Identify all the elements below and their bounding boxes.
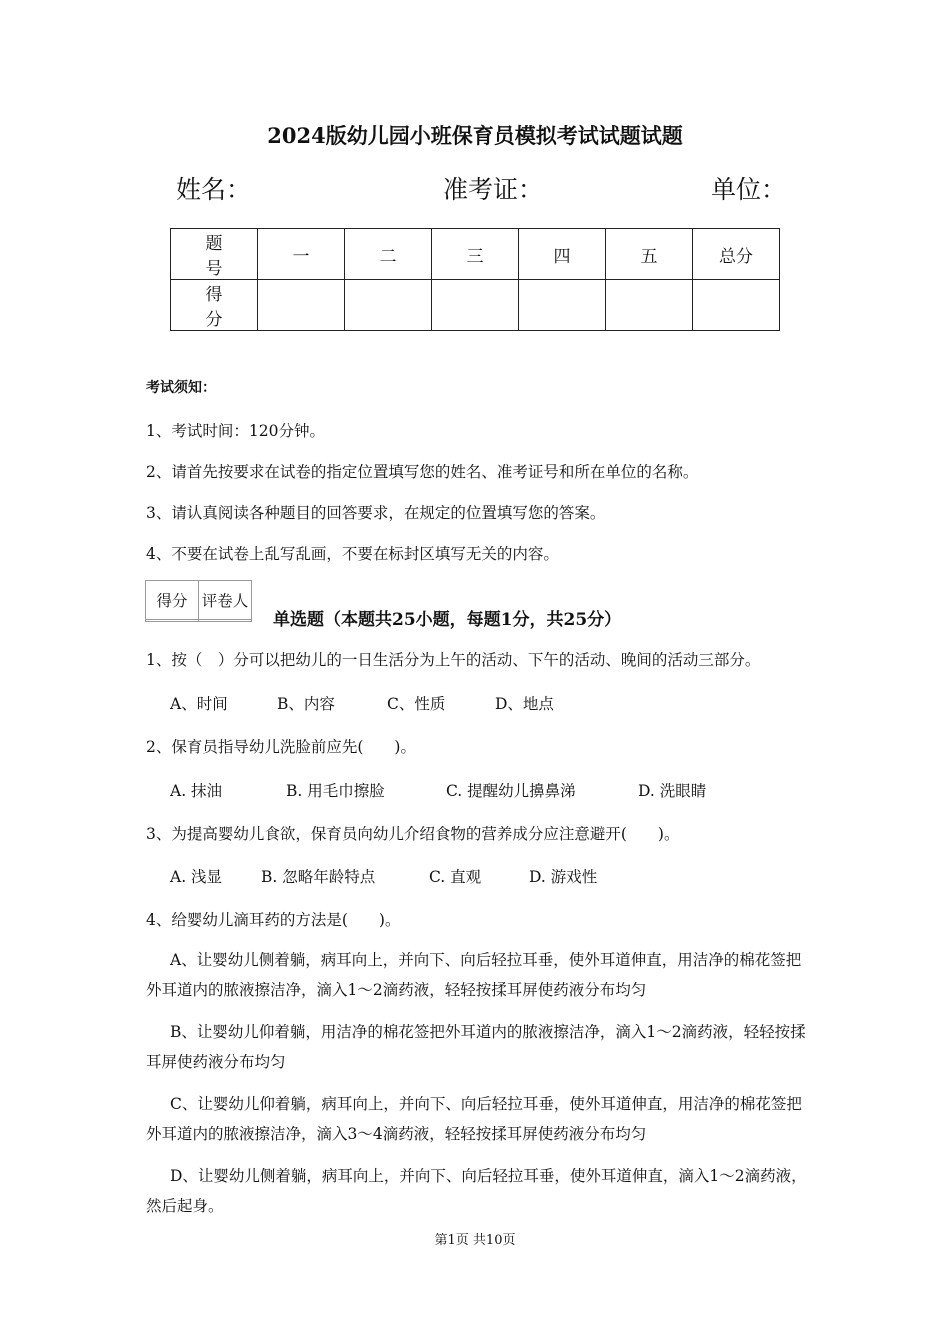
name-field-label: 姓名： xyxy=(176,175,252,204)
question-option[interactable]: D. 游戏性 xyxy=(529,868,598,886)
score-table-header-cell: 五 xyxy=(606,229,693,280)
grader-reviewer-label: 评卷人 xyxy=(199,581,252,620)
grader-box xyxy=(145,580,252,622)
question-stem: 3、为提高婴幼儿食欲，保育员向幼儿介绍食物的营养成分应注意避开( )。 xyxy=(146,825,680,843)
question-option[interactable]: A. 浅显 xyxy=(170,868,223,886)
notice-item: 4、不要在试卷上乱写乱画，不要在标封区填写无关的内容。 xyxy=(146,545,559,563)
score-cell[interactable] xyxy=(258,280,345,331)
question-option[interactable]: C. 提醒幼儿擤鼻涕 xyxy=(446,782,576,800)
score-table-header-cell: 二 xyxy=(345,229,432,280)
question-option[interactable]: A. 抹油 xyxy=(170,782,223,800)
grader-reviewer-cell[interactable] xyxy=(199,620,252,622)
notice-item: 1、考试时间：120分钟。 xyxy=(146,422,325,440)
score-table-score-label: 得 分 xyxy=(171,280,258,331)
question-option[interactable]: D、地点 xyxy=(495,695,554,713)
score-table-header-label: 题 号 xyxy=(171,229,258,280)
question-option[interactable]: C. 直观 xyxy=(429,868,482,886)
score-cell[interactable] xyxy=(693,280,780,331)
score-cell[interactable] xyxy=(606,280,693,331)
question-option[interactable]: D. 洗眼睛 xyxy=(638,782,707,800)
page-title: 2024版幼儿园小班保育员模拟考试试题试题 xyxy=(267,123,683,148)
question-option[interactable]: D、让婴幼儿侧着躺，病耳向上，并向下、向后轻拉耳垂，使外耳道伸直，滴入1～2滴药液，然后起身。 xyxy=(146,1167,807,1215)
score-table-header-row xyxy=(171,229,780,280)
grader-score-label: 得分 xyxy=(146,581,199,620)
page-footer: 第1页 共10页 xyxy=(434,1233,516,1248)
question-option[interactable]: C、让婴幼儿仰着躺，病耳向上，并向下、向后轻拉耳垂，使外耳道伸直，用洁净的棉花签把外耳道内的脓液擦洁净，滴入3～4滴药液，轻轻按揉耳屏使药液分布均匀 xyxy=(146,1095,802,1143)
question-option[interactable]: A、让婴幼儿侧着躺，病耳向上，并向下、向后轻拉耳垂，使外耳道伸直，用洁净的棉花签把外耳道内的脓液擦洁净，滴入1～2滴药液，轻轻按揉耳屏使药液分布均匀 xyxy=(146,951,802,999)
score-table-header-cell: 一 xyxy=(258,229,345,280)
question-stem: 2、保育员指导幼儿洗脸前应先( )。 xyxy=(146,738,416,756)
grader-score-cell[interactable] xyxy=(146,620,199,622)
question-option[interactable]: B、内容 xyxy=(277,695,335,713)
score-cell[interactable] xyxy=(519,280,606,331)
question-option[interactable]: B. 用毛巾擦脸 xyxy=(286,782,385,800)
score-cell[interactable] xyxy=(432,280,519,331)
section-heading: 单选题（本题共25小题，每题1分，共25分） xyxy=(273,610,622,630)
score-table-header-cell: 总分 xyxy=(693,229,780,280)
unit-field-label: 单位： xyxy=(711,175,787,204)
score-table xyxy=(170,228,780,331)
question-option[interactable]: B、让婴幼儿仰着躺，用洁净的棉花签把外耳道内的脓液擦洁净，滴入1～2滴药液，轻轻按揉耳屏使药液分布均匀 xyxy=(146,1023,806,1071)
notice-item: 3、请认真阅读各种题目的回答要求，在规定的位置填写您的答案。 xyxy=(146,504,606,522)
question-stem: 4、给婴幼儿滴耳药的方法是( )。 xyxy=(146,911,401,929)
score-table-header-cell: 三 xyxy=(432,229,519,280)
score-cell[interactable] xyxy=(345,280,432,331)
question-option[interactable]: A、时间 xyxy=(170,695,228,713)
notice-item: 2、请首先按要求在试卷的指定位置填写您的姓名、准考证号和所在单位的名称。 xyxy=(146,463,699,481)
exam-number-field-label: 准考证： xyxy=(443,175,544,204)
question-option[interactable]: B. 忽略年龄特点 xyxy=(261,868,376,886)
question-stem: 1、按（ ）分可以把幼儿的一日生活分为上午的活动、下午的活动、晚间的活动三部分。 xyxy=(146,651,761,669)
notice-heading: 考试须知： xyxy=(146,380,216,396)
score-table-score-row xyxy=(171,280,780,331)
question-option[interactable]: C、性质 xyxy=(387,695,446,713)
score-table-header-cell: 四 xyxy=(519,229,606,280)
